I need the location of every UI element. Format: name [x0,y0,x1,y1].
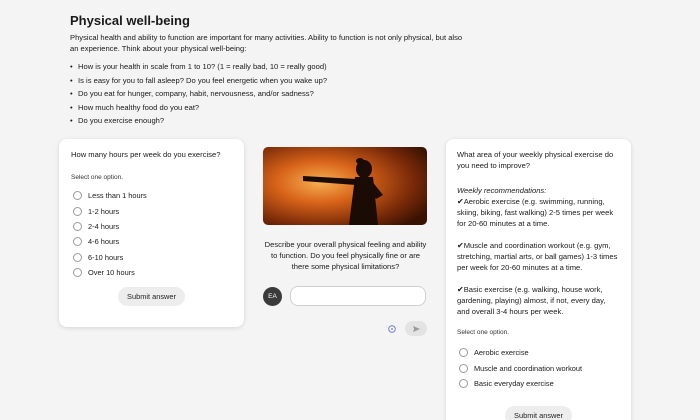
option-label: Over 10 hours [88,268,135,278]
recommendation-text: Basic exercise (e.g. walking, house work, gardening, playing) almost, if not, every day, and overall 3-4 hours per week. [457,285,606,316]
weekly-recommendations [457,185,620,317]
option-1-2-hours[interactable] [71,203,232,218]
improve-question: What area of your weekly physical exercise do you need to improve? [457,150,614,170]
radio-button[interactable] [73,237,82,246]
option-label: 2-4 hours [88,221,120,231]
radio-button[interactable] [73,207,82,216]
exercise-hours-question: How many hours per week do you exercise? [71,150,221,159]
intro-bullet: • How much healthy food do you eat? [70,101,470,115]
submit-answer-button[interactable]: Submit answer [118,287,185,306]
intro-bullet: • Is is easy for you to fall asleep? Do you feel energetic when you wake up? [70,74,470,88]
radio-button[interactable] [459,379,468,388]
feeling-answer-input[interactable] [290,286,426,306]
recommendation-muscle [457,240,620,273]
radio-button[interactable] [73,191,82,200]
option-6-10-hours[interactable] [71,250,232,265]
radio-button[interactable] [459,364,468,373]
send-icon [412,325,421,333]
intro-section [70,13,470,128]
radio-button[interactable] [459,348,468,357]
option-label: Muscle and coordination workout [474,363,583,373]
recommendation-basic [457,284,620,317]
option-label: Aerobic exercise [474,348,529,358]
radio-button[interactable] [73,268,82,277]
intro-bullet: • Do you eat for hunger, company, habit, nervousness, and/or sadness? [70,87,470,101]
checkmark-icon: ✔ [457,285,464,294]
send-button[interactable] [405,321,427,336]
checkmark-icon: ✔ [457,241,464,250]
silhouette-photo [263,147,427,225]
page-title: Physical well-being [70,13,190,28]
option-label: Basic everyday exercise [474,378,554,388]
intro-bullet: • Do you exercise enough? [70,114,470,128]
improve-options [457,345,620,391]
select-one-hint: Select one option. [71,174,124,181]
intro-bullet: • How is your health in scale from 1 to 10? (1 = really bad, 10 = really good) [70,60,470,74]
option-label: 6-10 hours [88,252,124,262]
recommendation-text: Aerobic exercise (e.g. swimming, running, skiing, biking, fast walking) 2-5 times per week for 20-60 minutes at a time. [457,197,614,228]
option-muscle-workout[interactable] [457,360,620,375]
option-basic-exercise[interactable] [457,376,620,391]
recommendation-aerobic [457,196,620,229]
select-one-hint: Select one option. [457,329,510,336]
intro-bullet-list [70,60,470,128]
avatar: EA [263,287,282,306]
option-over-10-hours[interactable] [71,265,232,280]
recommendation-text: Muscle and coordination workout (e.g. gym, stretching, martial arts, or ball games) 1-3 times per week for 20-60 minutes at a time. [457,241,618,272]
improve-area-card [446,139,631,420]
option-2-4-hours[interactable] [71,219,232,234]
checkmark-icon: ✔ [457,197,464,206]
exercise-hours-options [71,188,232,280]
exercise-hours-card [59,139,244,327]
radio-button[interactable] [73,222,82,231]
emoji-icon[interactable] [388,325,396,333]
intro-description: Physical health and ability to function are important for many activities. Ability to function is not only physical, but also an experience. Think about your physical well-being: [70,33,463,53]
chat-input-row [263,286,426,306]
radio-button[interactable] [73,253,82,262]
submit-answer-button[interactable]: Submit answer [505,406,572,420]
feeling-section [263,147,428,272]
option-label: 1-2 hours [88,206,120,216]
option-4-6-hours[interactable] [71,234,232,249]
option-less-than-1-hours[interactable] [71,188,232,203]
option-label: Less than 1 hours [88,191,147,201]
feeling-prompt: Describe your overall physical feeling and ability to function. Do you feel physically fine or are there some physical limitations? [264,240,427,271]
option-aerobic-exercise[interactable] [457,345,620,360]
option-label: 4-6 hours [88,237,120,247]
recommendations-title: Weekly recommendations: [457,186,547,195]
